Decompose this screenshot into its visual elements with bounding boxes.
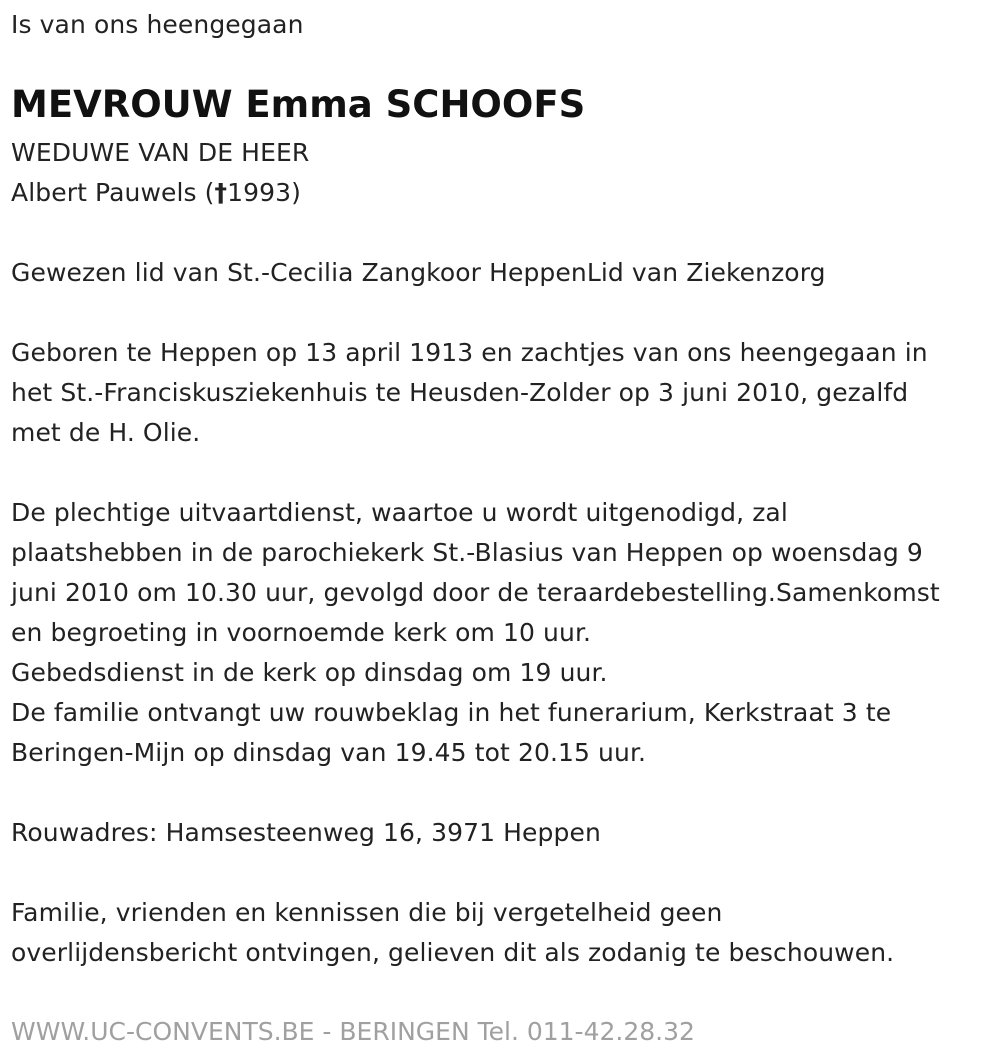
footer-contact: WWW.UC-CONVENTS.BE - BERINGEN Tel. 011-42.28.32 (11, 1017, 695, 1046)
family-notice-line: overlijdensbericht ontvingen, gelieven dit als zodanig te beschouwen. (11, 938, 895, 967)
prayer-service-line: Gebedsdienst in de kerk op dinsdag om 19 uur. (11, 658, 608, 687)
condolence-line: De familie ontvangt uw rouwbeklag in het funerarium, Kerkstraat 3 te (11, 698, 892, 727)
family-notice (11, 893, 894, 973)
deceased-name: MEVROUW Emma SCHOOFS (11, 83, 586, 126)
membership-block (11, 253, 826, 293)
widow-line: WEDUWE VAN DE HEER (11, 138, 310, 167)
spouse-block (11, 133, 309, 213)
birth-paragraph (11, 333, 928, 453)
intro-text: Is van ons heengegaan (11, 10, 304, 39)
service-paragraph (11, 493, 940, 773)
birth-line: Geboren te Heppen op 13 april 1913 en zachtjes van ons heengegaan in (11, 338, 928, 367)
membership-text: Gewezen lid van St.-Cecilia Zangkoor HeppenLid van Ziekenzorg (11, 258, 826, 287)
mourning-address-block (11, 813, 601, 853)
service-line: en begroeting in voornoemde kerk om 10 uur. (11, 618, 592, 647)
condolence-line: Beringen-Mijn op dinsdag van 19.45 tot 20.15 uur. (11, 738, 647, 767)
family-notice-line: Familie, vrienden en kennissen die bij vergetelheid geen (11, 898, 723, 927)
service-line: plaatshebben in de parochiekerk St.-Blasius van Heppen op woensdag 9 (11, 538, 923, 567)
spouse-name: Albert Pauwels ( (11, 178, 215, 207)
spouse-name-line (11, 173, 309, 213)
service-line: De plechtige uitvaartdienst, waartoe u wordt uitgenodigd, zal (11, 498, 788, 527)
cross-icon: † (214, 178, 228, 207)
spouse-death-year: 1993) (227, 178, 302, 207)
service-line: juni 2010 om 10.30 uur, gevolgd door de teraardebestelling.Samenkomst (11, 578, 940, 607)
birth-line: met de H. Olie. (11, 418, 201, 447)
birth-line: het St.-Franciskusziekenhuis te Heusden-Zolder op 3 juni 2010, gezalfd (11, 378, 909, 407)
mourning-address: Rouwadres: Hamsesteenweg 16, 3971 Heppen (11, 818, 601, 847)
